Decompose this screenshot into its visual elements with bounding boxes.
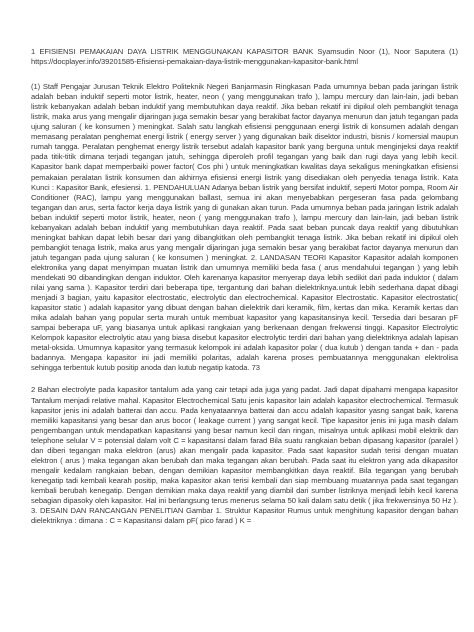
abstract-and-introduction-paragraph: (1) Staff Pengajar Jurusan Teknik Elektro Politeknik Negeri Banjarmasin Ringkasan Pada umumnya beban pada jaringan listrik adalah beban induktif seperti motor listrik, heater, neon ( yang menggunakan trafo ), lampu mercury dan lain-lain, jadi beban listrik kebanyakan adalah beban induktif yang membutuhkan daya reaktif. Jika beban rekatif ini dipikul oleh pembangkit tenaga listrik, maka arus yang mengalir dijaringan juga semakin besar yang berakibat factor dayanya menurun dan jatuh tegangan pada ujung saluran ( ke konsumen ) meningkat. Salah satu langkah efisiensi penggunaan energi listrik di konsumen adalah dengan memasang peralatan penghemat energi listrik ( energy server ) yang digunakan baik disektor industri, bisnis / komersial maupun rumah tangga. Peralatan penghemat energy listrik tersebut adalah kapasitor bank yang berguna untuk menginjeksi daya reaktif pada titik-titik dimana terjadi tegangan jatuh, sehingga diperoleh profil tegangan yang baik dan rugi daya yang lebih kecil. Kapasitor bank dapat memperbaiki power factor( Cos phi ) untuk meningkatkan kwalitas daya sekaligus meningkatkan efisiensi pemakaian peralatan listrik konsumen dan akhirnya efisiensi energi listrik yang disediakan oleh penyedia tenaga listrik. Kata Kunci : Kapasitor Bank, efesiensi. 1. PENDAHULUAN Adanya beban listrik yang bersifat induktif, seperti Motor pompa, Room Air Conditioner (RAC), lampu yang menggunakan ballast, semua ini akan menyebabkan pergeseran fasa pada gelombang tegangan dan arus, serta factor kerja daya listrik yang di gunakan akan turun. Pada umumnya beban pada jaringan listrik adalah beban induktif seperti motor listrik, heater, neon ( yang menggunakan trafo ), lampu mercury dan lain-lain, jadi beban listrik kebanyakan adalah beban induktif yang membutuhkan daya reaktif. Pada saat beban puncak daya reaktif yang dibutuhkan meningkat bahkan dapat lebih besar dari yang dibangkitkan oleh pembangkit tenaga listrik. Jika beban rekatif ini dipikul oleh pembangkit tenaga listrik, maka arus yang mengalir dijaringan juga semakin besar yang berakibat factor dayanya menurun dan jatuh tegangan pada ujung saluran ( ke konsumen ) meningkat. 2. LANDASAN TEORI Kapasitor Kapasitor adalah komponen elektronika yang dapat menyimpan muatan listrik dan umumnya memiliki beda fasa ( arus mendahului tegangan ) yang lebih mendekati 90 dibandingkan dengan induktor. Oleh karenanya kapasitor menyerap daya lebih sedikit dari pada induktor ( dalam nilai yang sama ). Kapasitor terdiri dari beberapa tipe, tergantung dari bahan dielektriknya.untuk lebih sederhana dapat dibagi menjadi 3 bagian, yaitu kapasitor electrostatic, electrolytic dan electrochemical. Kapasitor Electrostatic. Kapasitor electrostatic( kapasitor static ) adalah kapasitor yang dibuat dengan bahan dielektrik dari keramik, film, kertas dan mika. Keramik kertas dan mika adalah bahan yang popular serta murah untuk membuat kapasitor yang kapasitansinya kecil. Tersedia dari besaran pF sampai beberapa uF, yang biasanya untuk aplikasi rangkaian yang berkenaan dengan frekwensi tinggi. Kapasitor Electrolytic Kelompok kapasitor electrolytic atau yang biasa disebut kapasitor electrolytic terdiri dari bahan yang dielektriknya adalah lapisan metal-oksida. Umumnya kapasitor yang termasuk kelompok ini adalah kapasitor polar ( dua kutub ) dengan tanda + dan - pada badannya. Mengapa kapasitor ini jadi memiliki polaritas, adalah karena proses pembuatannya menggunakan elektrolisa sehingga terbentuk kutub positip anoda dan kutub negatip katoda. 73 [31, 82, 458, 373]
title-paragraph: 1 EFISIENSI PEMAKAIAN DAYA LISTRIK MENGGUNAKAN KAPASITOR BANK Syamsudin Noor (1), Noor Saputera (1) https://docplayer.info/39201585-Efisiensi-pemakaian-daya-listrik-menggunakan-kapasitor-bank.html [31, 47, 458, 67]
capacitor-theory-paragraph: 2 Bahan electrolyte pada kapasitor tantalum ada yang cair tetapi ada juga yang padat. Jadi dapat dipahami mengapa kapasitor Tantalum menjadi relative mahal. Kapasitor Electrochemical Satu jenis kapasitor lain adalah kapasitor electrochemical. Termasuk kapasitor jenis ini adalah batterai dan accu. Pada kenyataannya batterai dan accu adalah kapasitor yasng sangat baik, karena memiliki kapasitansi yang besar dan arus bocor ( leakage current ) yang sangat kecil. Tipe kapasitor jenis ini juga masih dalam pengembangan untuk mendapatkan kapasitansi yang besar namun kecil dan ringan, misalnya untuk aplikasi mobil elektrik dan telephone selular V = potensial dalam volt C = kapasitansi dalam farad Bila suatu rangkaian beban dipasang kapasitor (paralel ) dan diberi tegangan maka elektron (arus) akan mengalir pada kapasitor. Pada saat kapasitor sudah terisi dengan muatan elektron ( arus ) maka tegangan akan berubah dan maka tegangan akan berubah. Pada saat itu elektron yang ada dikapasitor mengalir kedalam rangkaian beban, dengan demikian kapasitor membangkitkan daya reaktif. Bila tegangan yang berubah kenegatip tadi kembali kearah positip, maka kapasitor akan terisi kembali dan siap membuang muatannya pada saat tegangan kembali berubah kenegatip. Dengan demikian maka daya reaktif yang diambil dari sumber listriknya menjadi lebih kecil karena sebagian dipasoky oleh kapasitor. Hal ini berlangsung terus menerus selama 50 kali dalam satu detik ( jika frekwensinya 50 Hz ). 3. DESAIN DAN RANCANGAN PENELITIAN Gambar 1. Struktur Kapasitor Rumus untuk menghitung kapasitor dengan bahan dielektriknya : dimana : C = Kapasitansi dalam pF( pico farad ) K = [31, 385, 458, 526]
